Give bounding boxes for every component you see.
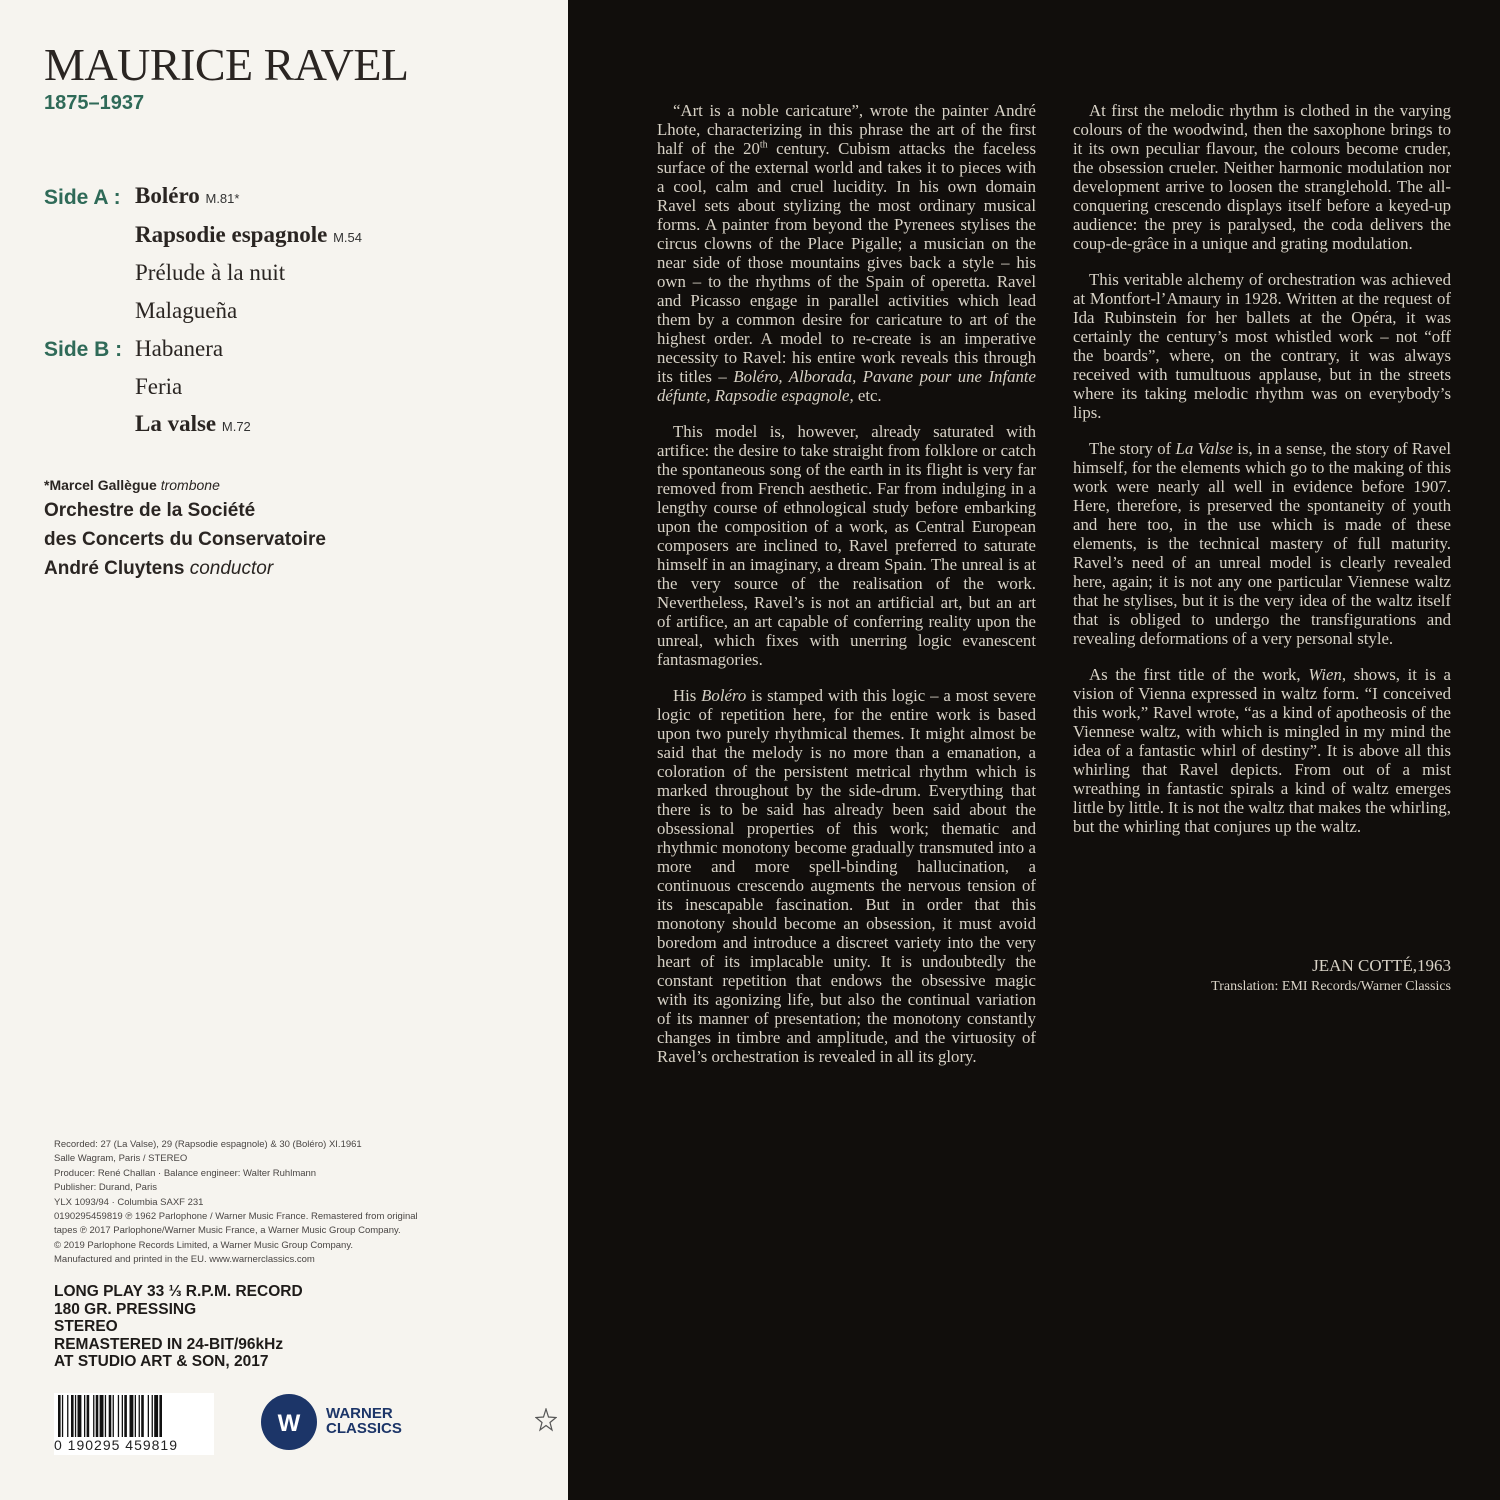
- essay-paragraph: [657, 686, 1036, 1066]
- barcode-bar: [58, 1395, 61, 1437]
- format-info: [54, 1283, 303, 1371]
- barcode-bar: [100, 1395, 104, 1437]
- svg-text:W: W: [277, 1410, 301, 1437]
- essay-text: As the first title of the work,: [1089, 665, 1309, 684]
- essay-paragraph: This veritable alchemy of orchestration was achieved at Montfort-l’Amaury in 1928. Written at the request of Ida Rubinstein for her ballets at the Opéra, it was certainly the century’s most whistled work – not “off the boards”, where, on the contrary, it was always received with tumultuous applause, but in the streets where its taking melodic rhythm was on everybody’s lips.: [1073, 270, 1451, 422]
- format-line: AT STUDIO ART & SON, 2017: [54, 1353, 269, 1370]
- track-malaguena: [135, 298, 237, 324]
- track-catalog: M.54: [333, 230, 362, 245]
- detail-line: Recorded: 27 (La Valse), 29 (Rapsodie espagnole) & 30 (Boléro) XI.1961: [54, 1139, 362, 1150]
- conductor-credit: [44, 558, 273, 580]
- essay-column-2: [1073, 101, 1451, 853]
- essay-italic: La Valse: [1175, 439, 1233, 458]
- track-title: La valse: [135, 411, 217, 436]
- track-title: Boléro: [135, 183, 200, 208]
- essay-paragraph: [1073, 665, 1451, 836]
- barcode-bar: [152, 1395, 153, 1437]
- soloist-role: trombone: [160, 477, 220, 493]
- essay-text: etc.: [853, 386, 882, 405]
- detail-line: Manufactured and printed in the EU. www.warnerclassics.com: [54, 1254, 315, 1266]
- soloist-credit: [44, 477, 220, 493]
- barcode-bar: [71, 1395, 74, 1437]
- essay-italic: Wien: [1308, 665, 1342, 684]
- barcode-bar: [84, 1395, 85, 1437]
- track-habanera: [135, 336, 223, 362]
- detail-line: Producer: René Challan · Balance engineer: Walter Ruhlmann: [54, 1167, 317, 1179]
- track-title: Habanera: [135, 336, 224, 361]
- barcode-bar: [124, 1395, 127, 1437]
- translation-credit: Translation: EMI Records/Warner Classics: [1211, 979, 1451, 994]
- barcode-bar: [62, 1395, 63, 1437]
- barcode-bar: [105, 1395, 106, 1437]
- track-rapsodie-espagnole: [135, 222, 362, 248]
- orchestra-line-1: Orchestre de la Société: [44, 500, 256, 521]
- recording-details: [54, 1138, 474, 1268]
- side-b-label: Side B :: [44, 338, 123, 361]
- barcode-bar: [78, 1395, 82, 1437]
- essay-superscript: th: [759, 139, 768, 151]
- barcode-bar: [109, 1395, 112, 1437]
- composer-name: MAURICE RAVEL: [44, 39, 409, 90]
- barcode-bar: [135, 1395, 136, 1437]
- warner-shield-icon: [260, 1393, 320, 1451]
- essay-text: The story of: [1089, 439, 1176, 458]
- essay-paragraph: [1073, 439, 1451, 648]
- format-line: STEREO: [54, 1318, 118, 1335]
- barcode-bar: [75, 1395, 76, 1437]
- essay-italic: Boléro, Alborada, Pavane pour une Infante défunte, Rapsodie espagnole,: [657, 367, 1037, 405]
- track-title: Prélude à la nuit: [135, 260, 286, 285]
- barcode-bar: [113, 1395, 114, 1437]
- essay-text: His: [673, 686, 702, 705]
- barcode-number: 0 190295 459819: [54, 1437, 214, 1455]
- detail-line: YLX 1093/94 · Columbia SAXF 231: [54, 1196, 204, 1208]
- barcode-bar: [148, 1395, 149, 1437]
- left-panel: [0, 0, 568, 1500]
- essay-paragraph: [657, 101, 1036, 405]
- orchestra-line-2: des Concerts du Conservatoire: [44, 529, 326, 550]
- logo-line-1: WARNER: [326, 1405, 393, 1422]
- side-a-label: Side A :: [44, 186, 121, 209]
- essay-text: is, in a sense, the story of Ravel himself, for the elements which go to the making of this work were nearly all well in evidence before 1907. Here, therefore, is preserved the spontaneity of youth and here too, in the use which is made of these elements, is the technical mastery of full maturity. Ravel’s need of an unreal model is clearly revealed here, again; it is not any one particular Viennese waltz that he stylises, but it is the very idea of the waltz itself that is obliged to undergo the transfigurations and revealing deformations of a very personal style.: [1073, 439, 1451, 648]
- track-la-valse: [135, 411, 251, 437]
- barcode-bar: [154, 1395, 158, 1437]
- star-icon: [535, 1408, 557, 1434]
- barcode-bar: [93, 1395, 94, 1437]
- essay-text: century. Cubism attacks the faceless surface of the external world and takes it to pieces with a cool, calm and cruel lucidity. In his own domain Ravel sets about stylizing the most ordinary musical forms. A painter from beyond the Pyrenees stylises the circus clowns of the Place Pigalle; a musician on the near side of those mountains gives back a style – his own – to the rhythms of the Spain of operetta. Ravel and Picasso engage in parallel activities which lead them by a common desire for caricature to art of the highest order. A model to re-create is an imperative necessity to Ravel: his entire work reveals this through its titles –: [657, 139, 1036, 386]
- barcode-bar: [118, 1395, 119, 1437]
- track-title: Rapsodie espagnole: [135, 222, 328, 247]
- detail-line: 0190295459819 ℗ 1962 Parlophone / Warner Music France. Remastered from original: [54, 1211, 418, 1223]
- barcode-bar: [159, 1395, 162, 1437]
- barcode-bar: [87, 1395, 90, 1437]
- warner-logo-text: [326, 1406, 402, 1436]
- barcode-bar: [67, 1395, 68, 1437]
- essay-signature: JEAN COTTÉ,1963: [1312, 956, 1451, 975]
- essay-text: is stamped with this logic – a most severe logic of repetition here, for the entire work is based upon two purely rhythmical themes. It might almost be said that the melody is no more than a emanation, a coloration of the persistent metrical rhythm which is marked throughout by the side-drum. Everything that there is to be said has already been said about the obsessional properties of this work; thematic and rhythmic monotony become gradually transmuted into a more and more spell-binding hallucination, a continuous crescendo augments the nervous tension of its inescapable fascination. But in order that this monotony should become an obsession, it must avoid boredom and introduce a discreet variety into the very heart of its implacable unity. It is undoubtedly the constant repetition that endows the obsessive magic with its agonizing life, but also the continual variation of its manner of presentation; the monotony constantly changes in timbre and amplitude, and the virtuosity of Ravel’s orchestration is revealed in all its glory.: [657, 686, 1036, 1066]
- essay-paragraph: This model is, however, already saturated with artifice: the desire to take straight from folklore or catch the spontaneous song of the earth in its flight is very far removed from French aesthetic. Far from indulging in a lengthy course of ethnological study before embarking upon the composition of a work, as Central European composers are inclined to, Ravel preferred to saturate himself in an imaginary, a dream Spain. The unreal is at the very source of the realisation of the work. Nevertheless, Ravel’s is not an artificial art, but an art of artifice, an art capable of conferring reality upon the unreal, which fixes with unerring logic evanescent fantasmagories.: [657, 422, 1036, 669]
- detail-line: © 2019 Parlophone Records Limited, a Warner Music Group Company.: [54, 1239, 353, 1251]
- barcode-bar: [122, 1395, 123, 1437]
- soloist-name: *Marcel Gallègue: [44, 477, 157, 493]
- track-catalog: M.81*: [205, 191, 240, 206]
- essay-text: , shows, it is a vision of Vienna expressed in waltz form. “I conceived this work,” Ravel wrote, “as a kind of apotheosis of the Viennese waltz, with which is mingled in my mind the idea of a fantastic whirl of destiny”. It is above all this whirling that Ravel depicts. From out of a mist wreathing in fantastic spirals a kind of waltz emerges little by little. It is not the waltz that makes the whirling, but the whirling that conjures up the waltz.: [1073, 665, 1451, 836]
- essay-italic: Boléro: [701, 686, 747, 705]
- essay-column-1: [657, 101, 1036, 1083]
- track-title: Feria: [135, 374, 183, 399]
- barcode-bar: [141, 1395, 144, 1437]
- barcode: [54, 1393, 214, 1455]
- detail-line: Publisher: Durand, Paris: [54, 1182, 157, 1194]
- barcode-bar: [139, 1395, 140, 1437]
- track-title: Malagueña: [135, 298, 238, 323]
- essay-paragraph: At first the melodic rhythm is clothed in the varying colours of the woodwind, then the saxophone brings to it its own peculiar flavour, the colours become cruder, the obsession crueler. Neither harmonic modulation nor development arrive to loosen the stranglehold. The all-conquering crescendo displays itself before a keyed-up audience: the prey is paralysed, the coda delivers the coup-de-grâce in a unique and grating modulation.: [1073, 101, 1451, 253]
- barcode-bar: [130, 1395, 134, 1437]
- composer-dates: 1875–1937: [44, 92, 145, 114]
- track-prelude-a-la-nuit: [135, 260, 285, 286]
- conductor-name: André Cluytens: [44, 558, 185, 579]
- logo-line-2: CLASSICS: [326, 1420, 402, 1437]
- format-line: REMASTERED IN 24-BIT/96kHz: [54, 1335, 284, 1353]
- conductor-role: conductor: [189, 558, 274, 579]
- warner-classics-logo: [260, 1393, 420, 1451]
- detail-line: tapes ℗ 2017 Parlophone/Warner Music France, a Warner Music Group Company.: [54, 1225, 401, 1237]
- track-bolero: [135, 183, 239, 209]
- detail-line: Salle Wagram, Paris / STEREO: [54, 1153, 188, 1165]
- format-line: LONG PLAY 33 ⅓ R.P.M. RECORD: [54, 1283, 303, 1300]
- format-line: 180 GR. PRESSING: [54, 1300, 197, 1318]
- barcode-bar: [96, 1395, 99, 1437]
- essay-text: “Art is a noble caricature”, wrote the painter André Lhote, characterizing in this phrase the art of the first half of the 20: [657, 101, 1036, 158]
- track-catalog: M.72: [221, 419, 251, 434]
- track-feria: [135, 374, 182, 400]
